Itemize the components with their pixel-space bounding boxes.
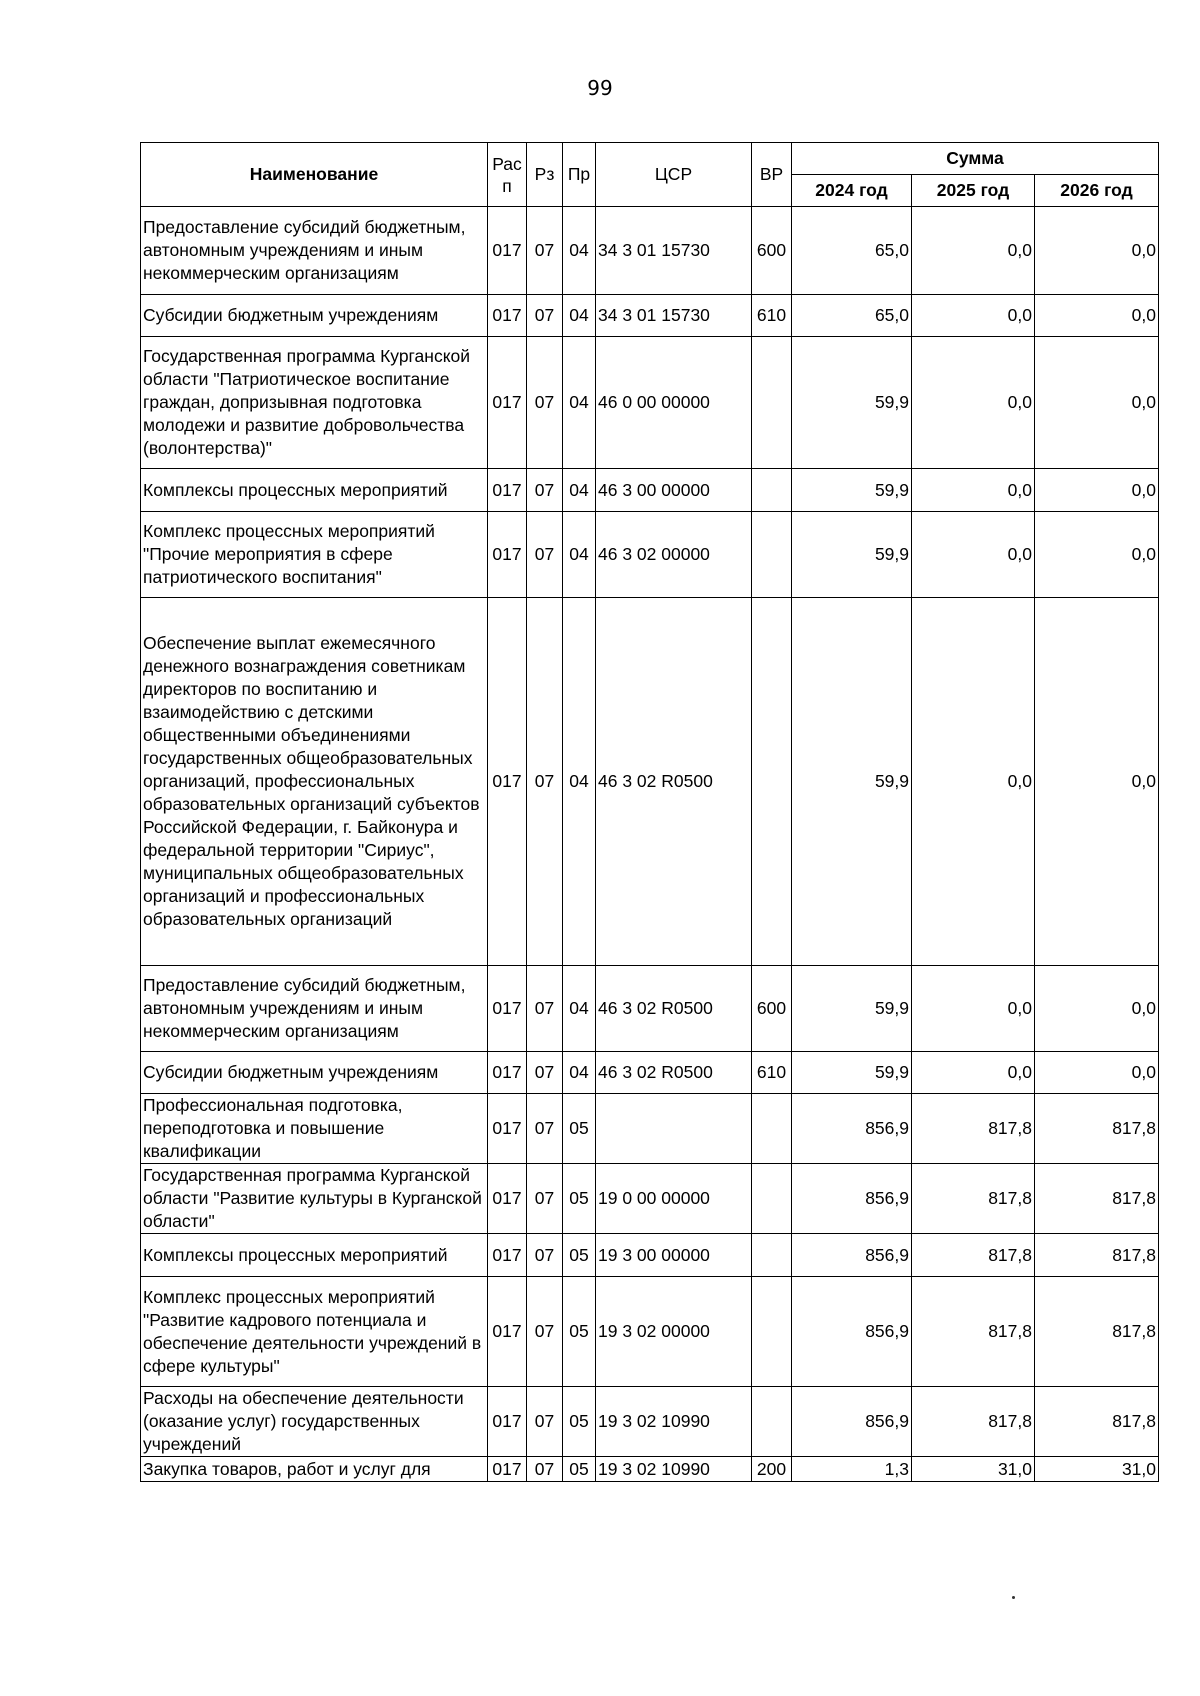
cell-csr: 34 3 01 15730	[596, 207, 752, 295]
cell-2025: 817,8	[912, 1094, 1035, 1164]
cell-vr	[752, 1234, 792, 1277]
cell-2024: 856,9	[792, 1387, 912, 1457]
cell-rasp: 017	[488, 1457, 527, 1482]
cell-rasp: 017	[488, 337, 527, 469]
cell-2026: 817,8	[1035, 1277, 1159, 1387]
cell-pr: 04	[563, 337, 596, 469]
cell-rasp: 017	[488, 1387, 527, 1457]
table-row	[141, 1164, 1159, 1234]
cell-pr: 04	[563, 598, 596, 966]
header-csr: ЦСР	[596, 143, 752, 207]
cell-pr: 05	[563, 1457, 596, 1482]
cell-rasp: 017	[488, 966, 527, 1052]
cell-name: Комплексы процессных мероприятий	[141, 469, 488, 512]
cell-vr: 600	[752, 966, 792, 1052]
cell-name: Комплексы процессных мероприятий	[141, 1234, 488, 1277]
cell-2026: 817,8	[1035, 1164, 1159, 1234]
table-row	[141, 1094, 1159, 1164]
cell-csr: 19 3 02 10990	[596, 1387, 752, 1457]
cell-2024: 59,9	[792, 966, 912, 1052]
cell-2025: 817,8	[912, 1164, 1035, 1234]
table-row	[141, 1457, 1159, 1482]
cell-2024: 59,9	[792, 512, 912, 598]
cell-2024: 856,9	[792, 1234, 912, 1277]
cell-vr	[752, 598, 792, 966]
cell-csr: 46 3 02 R0500	[596, 966, 752, 1052]
header-rasp	[488, 143, 527, 207]
cell-rasp: 017	[488, 1094, 527, 1164]
cell-csr: 34 3 01 15730	[596, 295, 752, 337]
cell-rz: 07	[527, 598, 563, 966]
cell-2024: 1,3	[792, 1457, 912, 1482]
cell-rz: 07	[527, 1052, 563, 1094]
cell-name: Субсидии бюджетным учреждениям	[141, 295, 488, 337]
cell-rz: 07	[527, 337, 563, 469]
table-row	[141, 598, 1159, 966]
page-number: 99	[587, 76, 613, 100]
cell-2024: 856,9	[792, 1094, 912, 1164]
table-row	[141, 469, 1159, 512]
cell-2024: 65,0	[792, 207, 912, 295]
cell-2025: 817,8	[912, 1234, 1035, 1277]
cell-vr: 610	[752, 295, 792, 337]
cell-2024: 59,9	[792, 598, 912, 966]
cell-pr: 04	[563, 295, 596, 337]
cell-rz: 07	[527, 1387, 563, 1457]
cell-2024: 856,9	[792, 1277, 912, 1387]
cell-2026: 31,0	[1035, 1457, 1159, 1482]
cell-2025: 0,0	[912, 207, 1035, 295]
cell-2024: 59,9	[792, 337, 912, 469]
cell-2024: 59,9	[792, 469, 912, 512]
cell-rasp: 017	[488, 295, 527, 337]
cell-2025: 31,0	[912, 1457, 1035, 1482]
table-row	[141, 295, 1159, 337]
cell-2026: 0,0	[1035, 295, 1159, 337]
cell-2026: 817,8	[1035, 1094, 1159, 1164]
cell-csr: 46 3 02 R0500	[596, 1052, 752, 1094]
table-row	[141, 1052, 1159, 1094]
cell-2025: 0,0	[912, 295, 1035, 337]
cell-2026: 0,0	[1035, 598, 1159, 966]
cell-2025: 0,0	[912, 337, 1035, 469]
cell-2025: 0,0	[912, 966, 1035, 1052]
cell-vr: 200	[752, 1457, 792, 1482]
header-rasp-text: Рас п	[492, 153, 522, 196]
cell-name: Профессиональная подготовка, переподготовка и повышение квалификации	[141, 1094, 488, 1164]
cell-csr: 19 3 02 00000	[596, 1277, 752, 1387]
page-mark	[1012, 1596, 1015, 1599]
cell-rasp: 017	[488, 598, 527, 966]
cell-2026: 0,0	[1035, 966, 1159, 1052]
cell-rasp: 017	[488, 1052, 527, 1094]
cell-rz: 07	[527, 512, 563, 598]
cell-pr: 04	[563, 966, 596, 1052]
cell-csr: 46 3 00 00000	[596, 469, 752, 512]
cell-rz: 07	[527, 469, 563, 512]
cell-csr: 19 3 00 00000	[596, 1234, 752, 1277]
cell-csr	[596, 1094, 752, 1164]
cell-2026: 0,0	[1035, 207, 1159, 295]
cell-csr: 19 0 00 00000	[596, 1164, 752, 1234]
cell-vr	[752, 1387, 792, 1457]
cell-rz: 07	[527, 295, 563, 337]
header-pr: Пр	[563, 143, 596, 207]
cell-rz: 07	[527, 966, 563, 1052]
cell-pr: 05	[563, 1277, 596, 1387]
header-name: Наименование	[141, 143, 488, 207]
cell-vr	[752, 1094, 792, 1164]
cell-rasp: 017	[488, 469, 527, 512]
cell-2025: 817,8	[912, 1387, 1035, 1457]
cell-rz: 07	[527, 1164, 563, 1234]
cell-rasp: 017	[488, 1164, 527, 1234]
header-year-2026: 2026 год	[1035, 175, 1159, 207]
cell-2026: 0,0	[1035, 1052, 1159, 1094]
cell-vr	[752, 512, 792, 598]
cell-csr: 19 3 02 10990	[596, 1457, 752, 1482]
cell-2026: 817,8	[1035, 1387, 1159, 1457]
cell-vr	[752, 337, 792, 469]
cell-2025: 0,0	[912, 512, 1035, 598]
cell-pr: 05	[563, 1234, 596, 1277]
cell-vr: 600	[752, 207, 792, 295]
cell-2026: 0,0	[1035, 337, 1159, 469]
cell-name: Комплекс процессных мероприятий "Развитие кадрового потенциала и обеспечение деятельности учреждений в сфере культуры"	[141, 1277, 488, 1387]
cell-2026: 0,0	[1035, 469, 1159, 512]
header-sum: Сумма	[792, 143, 1159, 175]
cell-name: Государственная программа Курганской области "Патриотическое воспитание граждан, допризывная подготовка молодежи и развитие добровольчества (волонтерства)"	[141, 337, 488, 469]
cell-name: Закупка товаров, работ и услуг для	[141, 1457, 488, 1482]
table-row	[141, 512, 1159, 598]
cell-2024: 856,9	[792, 1164, 912, 1234]
cell-vr	[752, 1164, 792, 1234]
cell-name: Государственная программа Курганской области "Развитие культуры в Курганской области"	[141, 1164, 488, 1234]
cell-2025: 0,0	[912, 469, 1035, 512]
cell-pr: 05	[563, 1094, 596, 1164]
cell-2025: 0,0	[912, 598, 1035, 966]
cell-vr	[752, 469, 792, 512]
header-year-2025: 2025 год	[912, 175, 1035, 207]
cell-name: Субсидии бюджетным учреждениям	[141, 1052, 488, 1094]
cell-2025: 0,0	[912, 1052, 1035, 1094]
cell-name: Предоставление субсидий бюджетным, автономным учреждениям и иным некоммерческим организациям	[141, 207, 488, 295]
header-rz: Рз	[527, 143, 563, 207]
cell-vr: 610	[752, 1052, 792, 1094]
cell-2024: 65,0	[792, 295, 912, 337]
cell-pr: 05	[563, 1164, 596, 1234]
cell-pr: 04	[563, 1052, 596, 1094]
cell-pr: 05	[563, 1387, 596, 1457]
cell-rasp: 017	[488, 207, 527, 295]
cell-rasp: 017	[488, 1234, 527, 1277]
cell-csr: 46 3 02 00000	[596, 512, 752, 598]
table-row	[141, 1277, 1159, 1387]
cell-name: Расходы на обеспечение деятельности (оказание услуг) государственных учреждений	[141, 1387, 488, 1457]
budget-table	[140, 142, 1159, 1482]
header-vr: ВР	[752, 143, 792, 207]
cell-csr: 46 3 02 R0500	[596, 598, 752, 966]
cell-name: Предоставление субсидий бюджетным, автономным учреждениям и иным некоммерческим организациям	[141, 966, 488, 1052]
cell-rasp: 017	[488, 1277, 527, 1387]
cell-pr: 04	[563, 512, 596, 598]
table-body	[141, 207, 1159, 1482]
cell-rz: 07	[527, 1457, 563, 1482]
cell-2026: 817,8	[1035, 1234, 1159, 1277]
cell-csr: 46 0 00 00000	[596, 337, 752, 469]
cell-name: Комплекс процессных мероприятий "Прочие мероприятия в сфере патриотического воспитания"	[141, 512, 488, 598]
cell-rz: 07	[527, 1234, 563, 1277]
cell-vr	[752, 1277, 792, 1387]
cell-rasp: 017	[488, 512, 527, 598]
table-row	[141, 1387, 1159, 1457]
cell-pr: 04	[563, 207, 596, 295]
table-row	[141, 1234, 1159, 1277]
cell-2026: 0,0	[1035, 512, 1159, 598]
table-row	[141, 337, 1159, 469]
table-row	[141, 207, 1159, 295]
table-row	[141, 966, 1159, 1052]
header-year-2024: 2024 год	[792, 175, 912, 207]
cell-rz: 07	[527, 1094, 563, 1164]
cell-rz: 07	[527, 1277, 563, 1387]
cell-rz: 07	[527, 207, 563, 295]
cell-2025: 817,8	[912, 1277, 1035, 1387]
cell-pr: 04	[563, 469, 596, 512]
cell-name: Обеспечение выплат ежемесячного денежного вознаграждения советникам директоров по воспитанию и взаимодействию с детскими общественными объединениями государственных общеобразовательных организаций, профессиональных образовательных организаций субъектов Российской Федерации, г. Байконура и федеральной территории "Сириус", муниципальных общеобразовательных организаций и профессиональных образовательных организаций	[141, 598, 488, 966]
cell-2024: 59,9	[792, 1052, 912, 1094]
